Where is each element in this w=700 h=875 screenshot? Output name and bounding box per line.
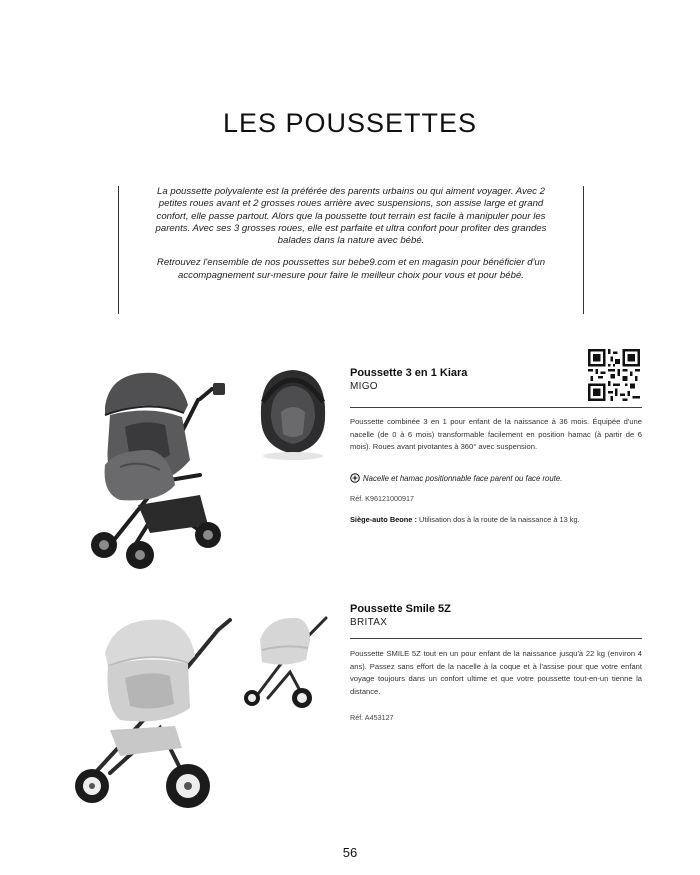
car-seat-image xyxy=(253,362,333,462)
product-ref-kiara: Réf. K96121000917 xyxy=(350,494,414,503)
intro-paragraph: La poussette polyvalente est la préférée des parents urbains ou qui aiment voyager. Avec 2 petites roues avant et 2 grosses roues arrière avec suspensions, son assise large et grand confort, elle passe partout. Alors que la poussette tout terrain est facile à manipuler pour les parents. Avec ses 3 grosses roues, elle est parfaite et ultra confort pour profiter des grandes balades dans la nature avec bébé. xyxy=(155,186,547,247)
product-name-kiara: Poussette 3 en 1 Kiara xyxy=(350,367,468,379)
product-description-kiara: Poussette combinée 3 en 1 pour enfant de la naissance à 36 mois. Équipée d'une nacelle (de 0 à 6 mois) transformable facilement en position hamac (à partir de 6 mois). Roues avant pivotantes à 360° avec suspension. xyxy=(350,417,642,452)
kiara-stroller-image xyxy=(80,355,240,575)
product-feature-kiara xyxy=(350,473,642,483)
page-title: LES POUSSETTES xyxy=(222,108,478,138)
feature-text: Nacelle et hamac positionnable face parent ou face route. xyxy=(363,473,563,483)
divider xyxy=(350,407,642,408)
bassinet-stroller-image xyxy=(240,610,332,710)
intro-box xyxy=(118,186,584,314)
plus-circle-icon xyxy=(350,473,360,483)
divider xyxy=(350,638,642,639)
product-brand-britax: BRITAX xyxy=(350,617,388,628)
page-number: 56 xyxy=(342,845,358,860)
car-seat-text: Utilisation dos à la route de la naissance à 13 kg. xyxy=(416,515,580,524)
product-ref-smile-5z: Réf. A453127 xyxy=(350,713,394,722)
qr-code-icon[interactable] xyxy=(588,349,640,401)
product-description-smile-5z: Poussette SMILE 5Z tout en un pour enfant de la naissance jusqu'à 22 kg (environ 4 ans). Passez sans effort de la nacelle à la coque et à l'assise pour que votre enfant voyage toujours dans un confort ultime et que votre poussette tout-en-un tienne la distance. xyxy=(350,649,642,696)
smile-5z-stroller-image xyxy=(70,608,240,813)
car-seat-label: Siège-auto Beone : xyxy=(350,515,417,524)
product-brand-migo: MIGO xyxy=(350,381,378,392)
product-name-smile-5z: Poussette Smile 5Z xyxy=(350,603,451,615)
car-seat-info xyxy=(350,515,580,524)
intro-paragraph-store: Retrouvez l'ensemble de nos poussettes sur bebe9.com et en magasin pour bénéficier d'un accompagnement sur-mesure pour faire le meilleur choix pour vous et pour bébé. xyxy=(156,257,546,281)
